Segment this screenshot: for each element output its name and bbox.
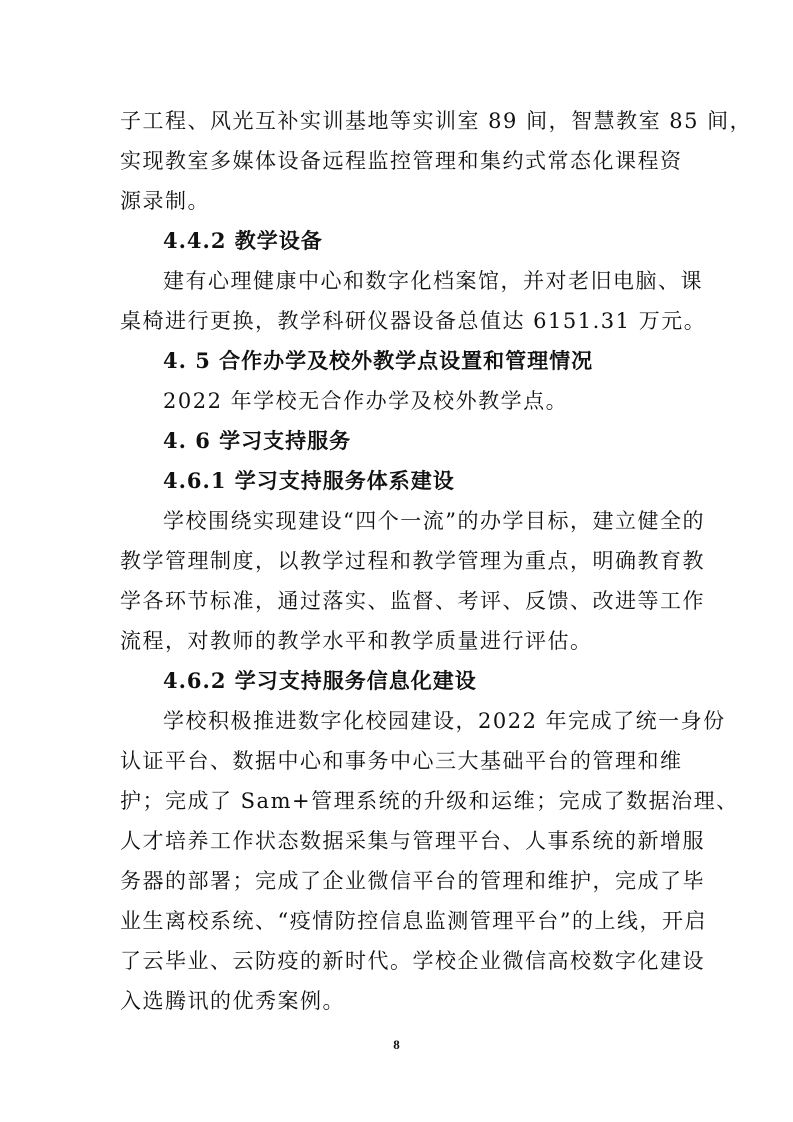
- section-heading-4-6-2: 4.6.2 学习支持服务信息化建设: [163, 668, 477, 693]
- paragraph-line: 务器的部署；完成了企业微信平台的管理和维护，完成了毕: [120, 869, 705, 893]
- paragraph-line: 建有心理健康中心和数字化档案馆，并对老旧电脑、课: [163, 269, 703, 293]
- section-heading-4-4-2: 4.4.2 教学设备: [163, 228, 323, 253]
- page-number: 8: [393, 1037, 400, 1052]
- paragraph-line: 子工程、风光互补实训基地等实训室 89 间，智慧教室 85 间，: [120, 109, 753, 133]
- paragraph-line: 入选腾讯的优秀案例。: [120, 989, 345, 1013]
- paragraph-line: 人才培养工作状态数据采集与管理平台、人事系统的新增服: [120, 829, 705, 853]
- section-heading-4-6-1: 4.6.1 学习支持服务体系建设: [163, 468, 455, 493]
- paragraph-line: 源录制。: [120, 189, 210, 213]
- section-heading-4-5: 4. 5 合作办学及校外教学点设置和管理情况: [163, 348, 594, 373]
- paragraph-line: 桌椅进行更换，教学科研仪器设备总值达 6151.31 万元。: [120, 309, 707, 333]
- paragraph-line: 学校围绕实现建设“四个一流”的办学目标，建立健全的: [163, 509, 705, 533]
- section-heading-4-6: 4. 6 学习支持服务: [163, 428, 352, 453]
- paragraph-line: 学校积极推进数字化校园建设，2022 年完成了统一身份: [163, 709, 726, 733]
- paragraph-line: 实现教室多媒体设备远程监控管理和集约式常态化课程资: [120, 149, 683, 173]
- paragraph-line: 学各环节标准，通过落实、监督、考评、反馈、改进等工作: [120, 589, 705, 613]
- paragraph-line: 2022 年学校无合作办学及校外教学点。: [163, 389, 569, 413]
- paragraph-line: 业生离校系统、“疫情防控信息监测管理平台”的上线，开启: [120, 909, 707, 933]
- paragraph-line: 了云毕业、云防疫的新时代。学校企业微信高校数字化建设: [120, 949, 705, 973]
- paragraph-line: 流程，对教师的教学水平和教学质量进行评估。: [120, 629, 593, 653]
- paragraph-line: 护；完成了 Sam+管理系统的升级和运维；完成了数据治理、: [120, 789, 739, 813]
- paragraph-line: 教学管理制度，以教学过程和教学管理为重点，明确教育教: [120, 549, 705, 573]
- paragraph-line: 认证平台、数据中心和事务中心三大基础平台的管理和维: [120, 749, 683, 773]
